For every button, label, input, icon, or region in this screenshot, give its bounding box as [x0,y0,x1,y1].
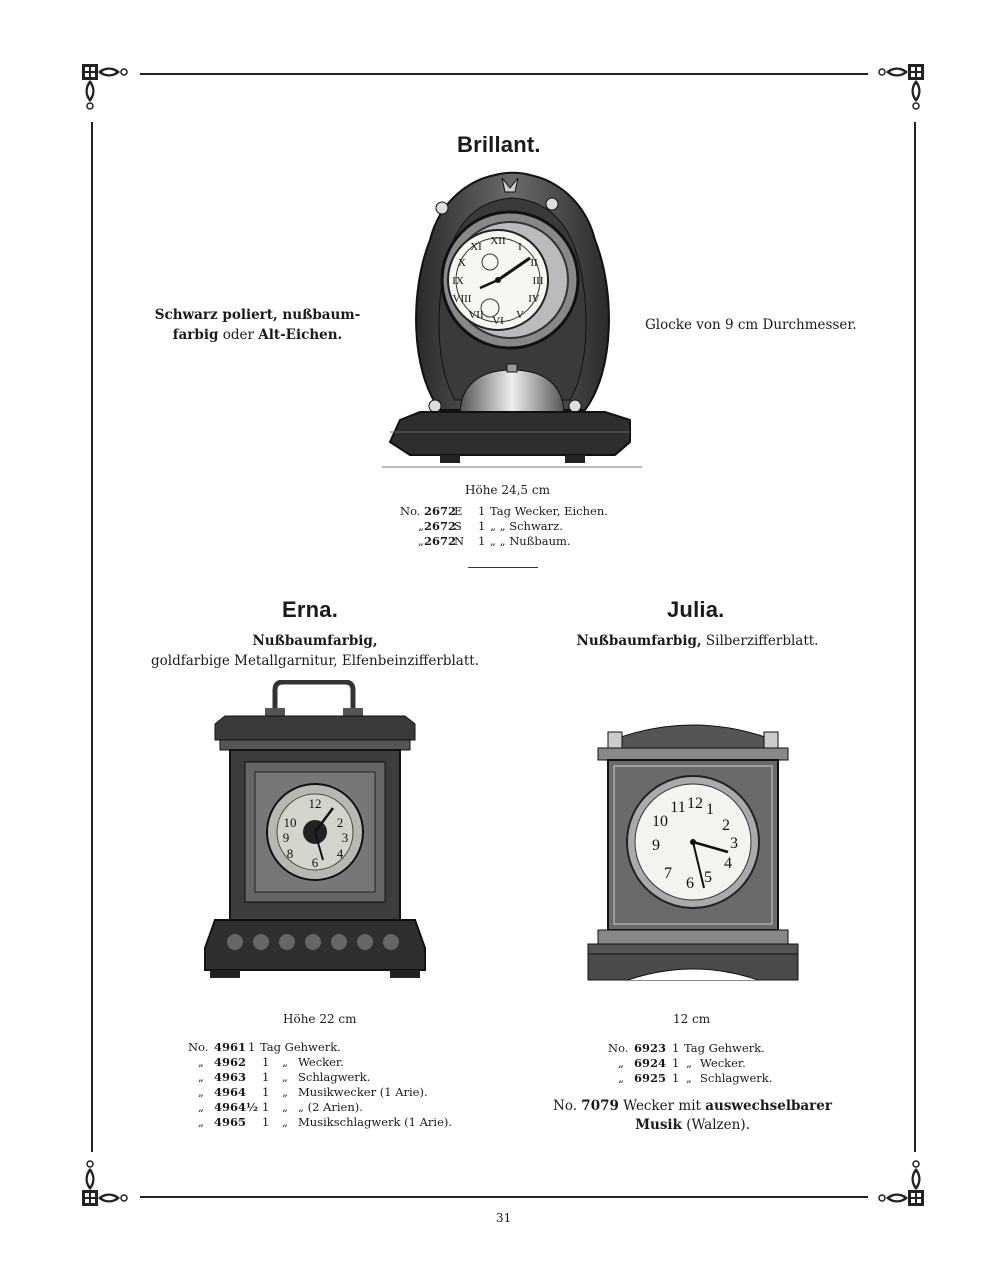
page-number: 31 [496,1211,512,1225]
julia-title: Julia. [667,597,725,622]
brillant-finish-line1: Schwarz poliert, nußbaum- [154,307,361,323]
list-item: No. 6923 1 Tag Gehwerk. [608,1041,765,1055]
section-divider [468,567,538,568]
svg-text:2: 2 [336,815,344,830]
svg-text:XII: XII [490,235,506,247]
brillant-finish [140,305,375,345]
julia-extra-line2: Musik (Walzen). [635,1117,750,1133]
list-item: „ 4964½ 1 „ „ (2 Arien). [198,1100,363,1114]
svg-text:IX: IX [452,275,464,287]
svg-text:4: 4 [724,855,732,872]
list-item: „ 2672 S 1 „ „ Schwarz. [418,519,563,533]
julia-extra-offer [545,1097,840,1135]
brillant-title: Brillant. [457,132,541,157]
list-item: „ 6924 1 „ Wecker. [618,1056,746,1070]
svg-text:5: 5 [704,869,712,886]
erna-title: Erna. [282,597,339,622]
list-item: „ 2672 N 1 „ „ Nußbaum. [418,534,571,548]
corner-ornament-icon [80,62,142,124]
erna-finish: Nußbaumfarbig, [252,633,378,649]
brillant-height: Höhe 24,5 cm [465,483,550,497]
corner-ornament-icon [864,1146,926,1208]
svg-text:IV: IV [528,293,540,305]
svg-text:9: 9 [282,830,290,845]
frame-bottom-line [140,1196,868,1198]
erna-height: Höhe 22 cm [283,1012,357,1026]
erna-item-list [188,1040,452,1130]
list-item: „ 4965 1 „ Musikschlagwerk (1 Arie). [198,1115,453,1129]
brillant-finish-line2: farbig oder Alt-Eichen. [172,327,343,343]
svg-text:VI: VI [492,315,504,327]
brillant-clock-illustration [380,170,645,470]
svg-text:II: II [530,257,538,269]
list-item: No. 2672 E 1 Tag Wecker, Eichen. [400,504,608,518]
svg-text:V: V [516,309,524,321]
list-item: No. 4961 1 Tag Gehwerk. [188,1040,341,1054]
svg-text:10: 10 [283,815,297,830]
list-item: „ 4964 1 „ Musikwecker (1 Arie). [198,1085,428,1099]
svg-text:3: 3 [730,835,738,852]
frame-right-line [914,122,916,1152]
svg-text:VII: VII [468,309,484,321]
svg-text:3: 3 [341,830,349,845]
svg-text:8: 8 [286,846,294,861]
brillant-item-list [400,504,608,549]
svg-text:12: 12 [308,796,322,811]
list-item: „ 6925 1 „ Schlagwerk. [618,1071,773,1085]
list-item: „ 4963 1 „ Schlagwerk. [198,1070,371,1084]
svg-text:VIII: VIII [452,293,472,305]
corner-ornament-icon [80,1146,142,1208]
svg-text:6: 6 [686,875,694,892]
svg-text:6: 6 [311,855,319,870]
corner-ornament-icon [864,62,926,124]
julia-height: 12 cm [673,1012,711,1026]
julia-item-list [608,1041,772,1086]
svg-text:XI: XI [470,241,482,253]
svg-text:I: I [518,241,522,253]
svg-text:III: III [532,275,544,287]
svg-text:X: X [458,257,466,269]
svg-text:9: 9 [652,837,660,854]
frame-top-line [140,73,868,75]
erna-clock-illustration [195,680,435,990]
erna-detail: goldfarbige Metallgarnitur, Elfenbeinzifferblatt. [151,653,479,669]
svg-text:12: 12 [687,795,703,812]
julia-extra-line1: No. 7079 Wecker mit auswechselbarer [553,1098,832,1114]
julia-finish: Nußbaumfarbig, Silberzifferblatt. [576,633,819,649]
julia-clock-illustration [578,718,808,983]
frame-left-line [91,122,93,1152]
svg-text:4: 4 [336,846,344,861]
svg-text:10: 10 [652,813,668,830]
svg-text:1: 1 [706,801,714,818]
svg-text:11: 11 [670,799,686,816]
svg-text:7: 7 [664,865,672,882]
list-item: „ 4962 1 „ Wecker. [198,1055,344,1069]
brillant-bell-note: Glocke von 9 cm Durchmesser. [645,317,857,333]
svg-text:2: 2 [722,817,730,834]
